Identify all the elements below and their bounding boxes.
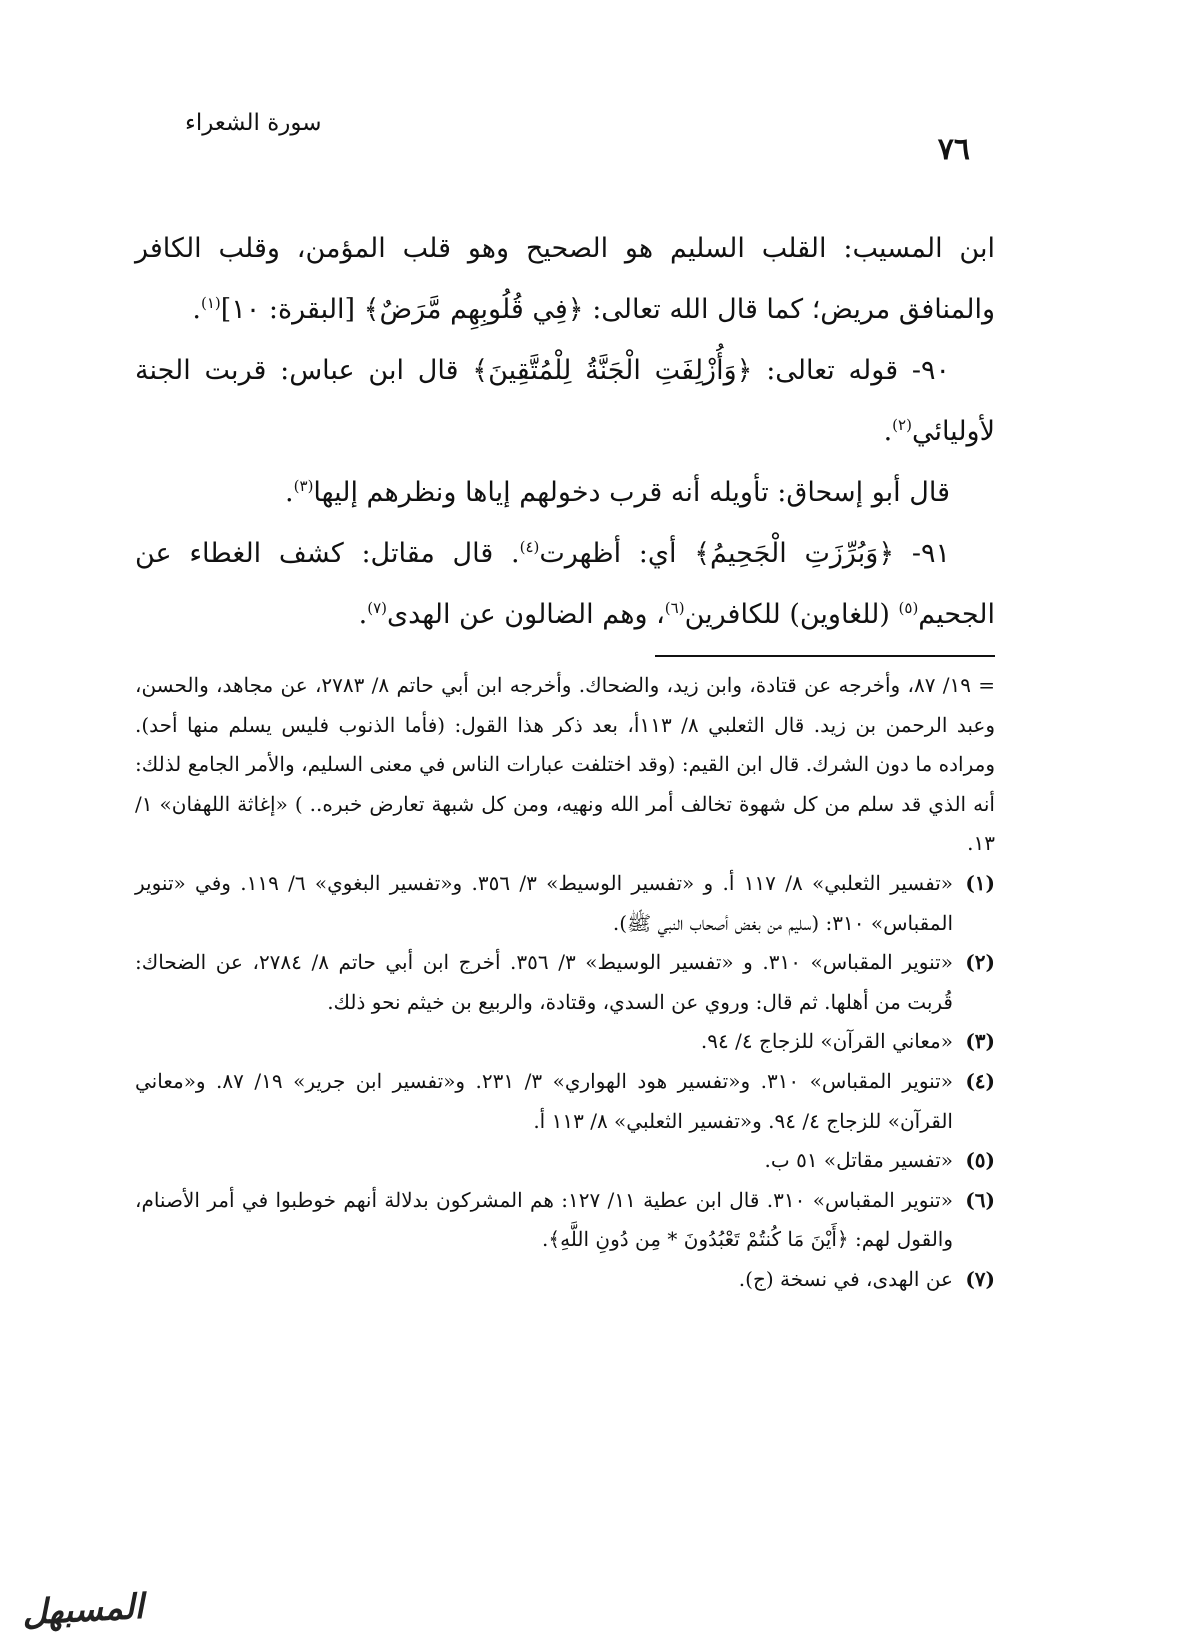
footnote-2: (٢)«تنوير المقباس» ٣١٠. و «تفسير الوسيط» ٣/ ٣٥٦. أخرج ابن أبي حاتم ٨/ ٢٧٨٤، عن الضحاك: قُربت من أهلها. ثم قال: وروي عن السدي، وقتادة، والربيع بن خيثم نحو ذلك.	[135, 950, 995, 1014]
paragraph-1: ابن المسيب: القلب السليم هو الصحيح وهو قلب المؤمن، وقلب الكافر والمنافق مريض؛ كما قال الله تعالى: ﴿فِي قُلُوبِهِم مَّرَضٌ﴾ [البقرة: ١٠]$^{(١)}$.	[135, 233, 995, 325]
footnote-ref-2: (٢)	[892, 416, 912, 434]
footnote-7: (٧)عن الهدى، في نسخة (ج).	[738, 1266, 995, 1291]
footnote-ref-6: (٦)	[664, 599, 685, 617]
paragraph-4: ٩١- ﴿وَبُرِّزَتِ الْجَحِيمُ﴾ أي: أظهرت$^{(٤)}$. قال مقاتل: كشف الغطاء عن الجحيم$^{(٥)}$ (للغاوين) للكافرين$^{(٦)}$، وهم الضالون عن الهدى$^{(٧)}$.	[135, 538, 995, 630]
publisher-logo: المسبهل	[21, 1586, 145, 1634]
footnote-ref-4: (٤)	[519, 538, 540, 556]
footnote-4: (٤)«تنوير المقباس» ٣١٠. و«تفسير هود الهواري» ٣/ ٢٣١. و«تفسير ابن جرير» ١٩/ ٨٧. و«معاني القرآن» للزجاج ٤/ ٩٤. و«تفسير الثعلبي» ٨/ ١١٣ أ.	[135, 1068, 995, 1133]
footnote-1: (١)«تفسير الثعلبي» ٨/ ١١٧ أ. و «تفسير الوسيط» ٣/ ٣٥٦. و«تفسير البغوي» ٦/ ١١٩. وفي «تنوير المقباس» ٣١٠: (سليم من بغض أصحاب النبي ﷺ).	[135, 870, 995, 935]
footnote-ref-1: (١)	[200, 294, 221, 312]
surah-title: سورة الشعراء	[185, 110, 322, 136]
footnote-separator	[655, 655, 995, 657]
footnote-ref-7: (٧)	[367, 599, 387, 617]
page-number: ٧٦	[937, 132, 970, 167]
paragraph-2: ٩٠- قوله تعالى: ﴿وَأُزْلِفَتِ الْجَنَّةُ لِلْمُتَّقِينَ﴾ قال ابن عباس: قربت الجنة لأوليائي$^{(٢)}$.	[135, 355, 995, 447]
main-text	[135, 218, 995, 645]
paragraph-3: قال أبو إسحاق: تأويله أنه قرب دخولهم إياها ونظرهم إليها$^{(٣)}$.	[285, 477, 950, 508]
footnote-5: (٥)«تفسير مقاتل» ٥١ ب.	[764, 1148, 995, 1173]
footnote-ref-3: (٣)	[293, 477, 314, 495]
footnote-3: (٣)«معاني القرآن» للزجاج ٤/ ٩٤.	[700, 1029, 995, 1054]
footnote-6: (٦)«تنوير المقباس» ٣١٠. قال ابن عطية ١١/ ١٢٧: هم المشركون بدلالة أنهم خوطبوا في أمر الأصنام، والقول لهم: ﴿أَيْنَ مَا كُنتُمْ تَعْبُدُونَ * مِن دُونِ اللَّهِ﴾.	[135, 1187, 995, 1252]
footnote-continuation: = ١٩/ ٨٧، وأخرجه عن قتادة، وابن زيد، والضحاك. وأخرجه ابن أبي حاتم ٨/ ٢٧٨٣، عن مجاهد، والحسن، وعبد الرحمن بن زيد. قال الثعلبي ٨/ ١١٣أ، بعد ذكر هذا القول: (فأما الذنوب فليس يسلم منها أحد). ومراده ما دون الشرك. قال ابن القيم: (وقد اختلفت عبارات الناس في معنى السليم، والأمر الجامع لذلك: أنه الذي قد سلم من كل شهوة تخالف أمر الله ونهيه، ومن كل شبهة تعارض خبره.. ) «إغاثة اللهفان» ١/ ١٣.	[135, 673, 995, 856]
page-header	[185, 108, 970, 167]
footnotes	[135, 666, 995, 1300]
footnote-ref-5: (٥)	[898, 599, 919, 617]
